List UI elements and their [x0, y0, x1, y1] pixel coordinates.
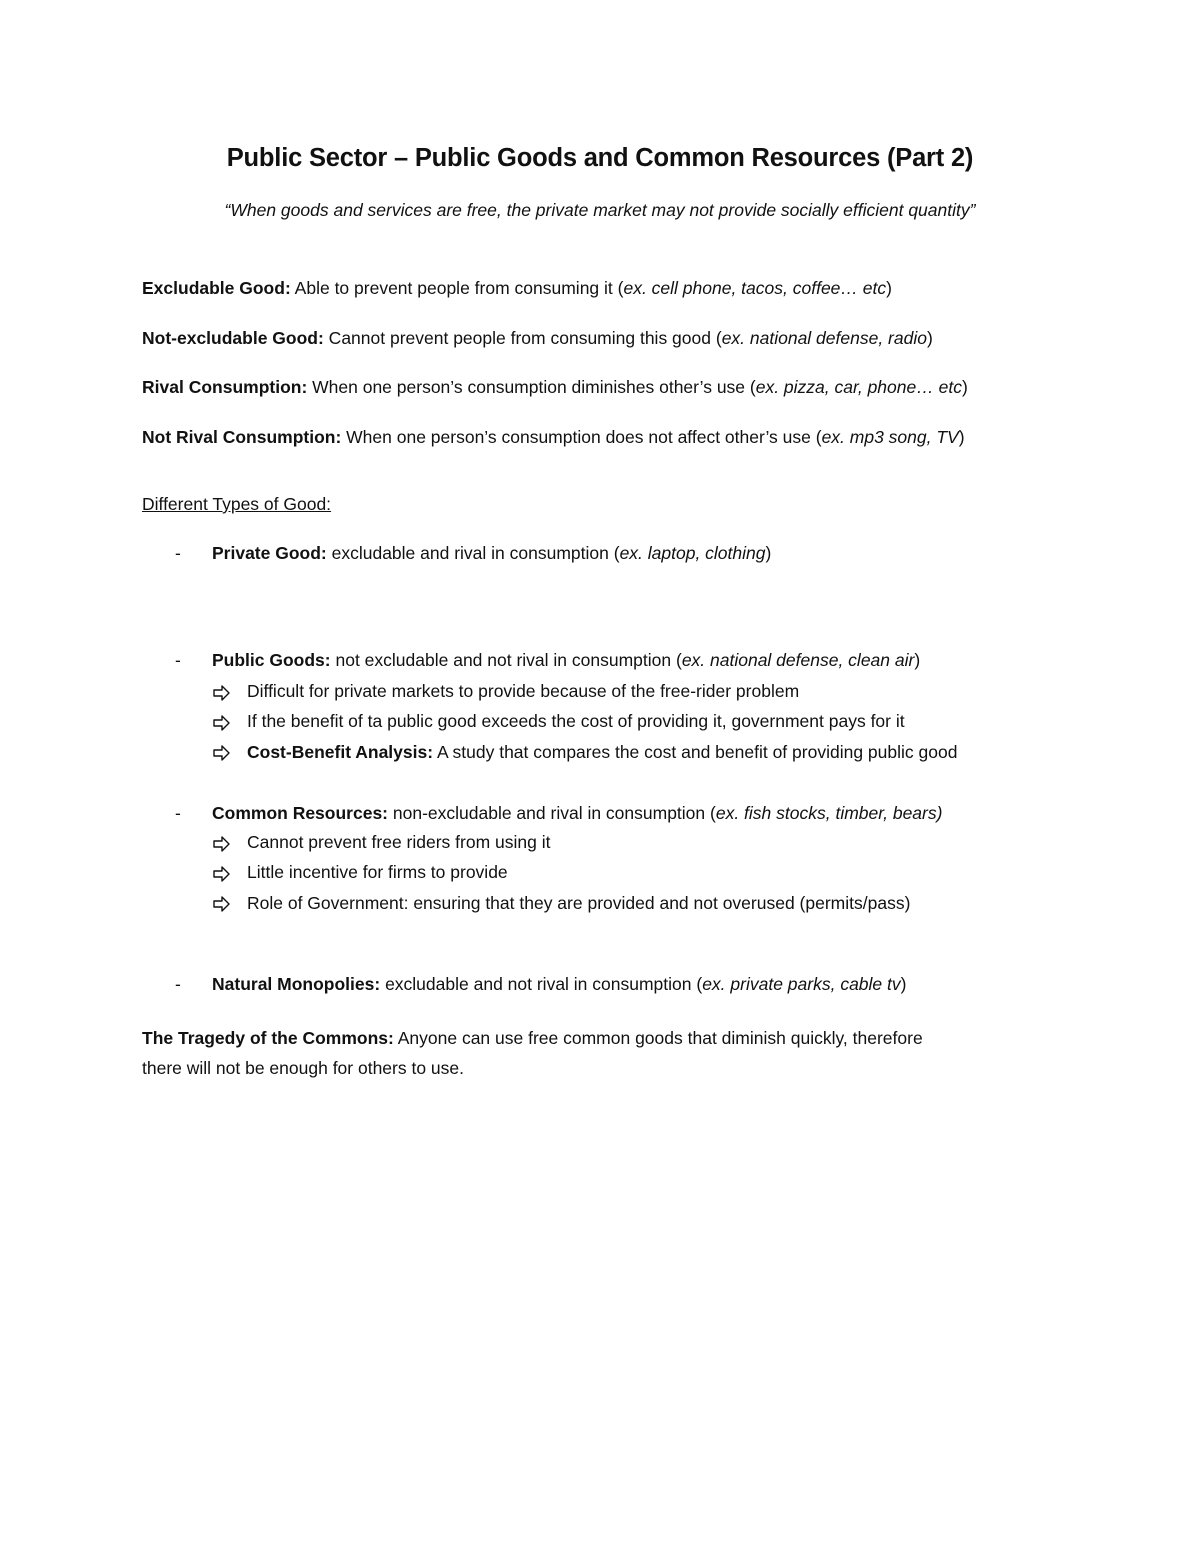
definition-close: ): [926, 328, 933, 348]
definition-close: ): [961, 377, 968, 397]
public-goods-bullet-1: [247, 681, 799, 702]
type-text: excludable and rival in consumption (: [326, 543, 620, 563]
right-arrow-outline-icon: [212, 743, 232, 763]
definition-example: ex. cell phone, tacos, coffee… etc: [623, 278, 887, 298]
bullet-text: Role of Government: ensuring that they are provided and not overused (permits/pass): [247, 893, 911, 913]
common-resources-bullet-2: [247, 862, 508, 883]
page-subtitle: “When goods and services are free, the private market may not provide socially efficient quantity”: [224, 200, 976, 220]
bullet-text: Difficult for private markets to provide because of the free-rider problem: [247, 681, 800, 701]
type-example: ex. laptop, clothing: [619, 543, 766, 563]
bullet-text: A study that compares the cost and benefit of providing public good: [433, 742, 958, 762]
definition-rival-consumption: [142, 377, 968, 398]
list-dash: -: [175, 543, 181, 563]
type-close: ): [900, 974, 907, 994]
definition-text: When one person’s consumption diminishes other’s use (: [307, 377, 756, 397]
type-text: not excludable and not rival in consumption (: [330, 650, 682, 670]
common-resources-bullet-3: [247, 893, 910, 914]
list-dash: -: [175, 650, 181, 670]
type-term: Natural Monopolies:: [212, 974, 381, 994]
definition-example: ex. national defense, radio: [721, 328, 927, 348]
definition-term: Excludable Good:: [142, 278, 291, 298]
type-public-goods: [212, 650, 920, 671]
definition-text: Able to prevent people from consuming it (: [290, 278, 624, 298]
public-goods-bullet-3: [247, 742, 957, 763]
right-arrow-outline-icon: [212, 864, 232, 884]
bullet-text: Little incentive for firms to provide: [247, 862, 508, 882]
bullet-bold: Cost-Benefit Analysis:: [247, 742, 434, 762]
list-dash: -: [175, 974, 181, 994]
type-example: ex. fish stocks, timber, bears): [715, 803, 943, 823]
definition-not-rival-consumption: [142, 427, 965, 448]
public-goods-bullet-2: [247, 711, 905, 732]
type-private-good: [212, 543, 771, 564]
right-arrow-outline-icon: [212, 834, 232, 854]
type-close: ): [765, 543, 772, 563]
tragedy-of-commons-line-2: there will not be enough for others to use.: [142, 1058, 465, 1078]
type-example: ex. national defense, clean air: [681, 650, 915, 670]
tragedy-of-commons-line-1: [142, 1028, 923, 1049]
page-title: Public Sector – Public Goods and Common Resources (Part 2): [226, 144, 974, 172]
type-close: ): [914, 650, 921, 670]
tragedy-term: The Tragedy of the Commons:: [142, 1028, 394, 1048]
definition-close: ): [886, 278, 892, 298]
right-arrow-outline-icon: [212, 683, 232, 703]
right-arrow-outline-icon: [212, 894, 232, 914]
common-resources-bullet-1: [247, 832, 550, 853]
list-dash: -: [175, 803, 181, 823]
definition-not-excludable-good: [142, 328, 933, 349]
definition-example: ex. mp3 song, TV: [821, 427, 959, 447]
definition-term: Not-excludable Good:: [142, 328, 324, 348]
bullet-text: Cannot prevent free riders from using it: [247, 832, 551, 852]
right-arrow-outline-icon: [212, 713, 232, 733]
type-common-resources: [212, 803, 942, 824]
definition-text: Cannot prevent people from consuming this good (: [323, 328, 722, 348]
types-heading: Different Types of Good:: [142, 494, 332, 514]
type-term: Common Resources:: [212, 803, 389, 823]
definition-text: When one person’s consumption does not affect other’s use (: [341, 427, 822, 447]
definition-term: Rival Consumption:: [142, 377, 308, 397]
definition-close: ): [958, 427, 965, 447]
type-text: excludable and not rival in consumption (: [380, 974, 703, 994]
type-text: non-excludable and rival in consumption (: [388, 803, 716, 823]
definition-example: ex. pizza, car, phone… etc: [755, 377, 962, 397]
definition-term: Not Rival Consumption:: [142, 427, 342, 447]
definition-excludable-good: [142, 278, 892, 299]
bullet-text: If the benefit of ta public good exceeds the cost of providing it, government pays for it: [247, 711, 905, 731]
type-term: Public Goods:: [212, 650, 331, 670]
type-example: ex. private parks, cable tv: [702, 974, 901, 994]
type-term: Private Good:: [212, 543, 327, 563]
tragedy-text: Anyone can use free common goods that diminish quickly, therefore: [393, 1028, 923, 1048]
type-natural-monopolies: [212, 974, 906, 995]
